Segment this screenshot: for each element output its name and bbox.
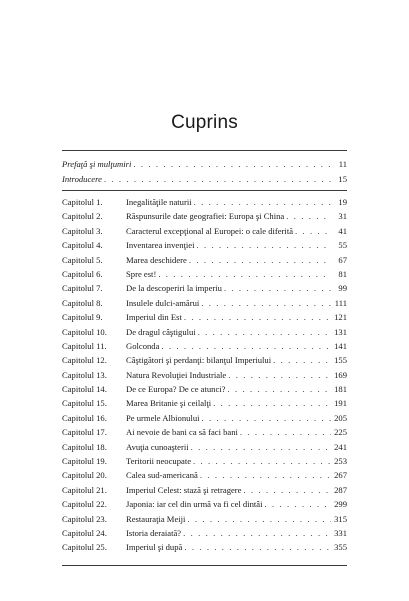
chapter-number: Capitolul 7. [62, 283, 103, 294]
chapter-number: Capitolul 14. [62, 384, 107, 395]
toc-entry-page: 121 [334, 312, 347, 323]
leader-dots [273, 353, 331, 367]
chapter-title: Marea Britanie şi ceilalţi [126, 398, 212, 409]
chapter-title: Japonia: iar cel din urmă va fi cel dintâi [126, 499, 263, 510]
chapter-number: Capitolul 13. [62, 369, 107, 380]
chapter-number: Capitolul 20. [62, 470, 107, 481]
toc-entry-label [62, 195, 192, 209]
toc-entry-chapter[interactable] [62, 339, 347, 353]
toc-entry-introduction[interactable] [62, 172, 347, 187]
toc-entry-page: 155 [334, 355, 347, 366]
middle-divider [62, 190, 347, 191]
chapter-title: Imperiul şi după [126, 542, 183, 553]
toc-entry-label [62, 468, 198, 482]
toc-entry-page: 31 [338, 211, 347, 222]
leader-dots [201, 296, 331, 310]
leader-dots [161, 339, 331, 353]
leader-dots [213, 396, 331, 410]
toc-entry-chapter[interactable] [62, 540, 347, 554]
toc-entry-page: 55 [338, 240, 347, 251]
toc-entry-page: 169 [334, 369, 347, 380]
chapter-title: Marea deschidere [126, 254, 187, 265]
toc-entry-page: 41 [338, 225, 347, 236]
chapter-number: Capitolul 3. [62, 225, 103, 236]
toc-entry-label [62, 411, 200, 425]
chapter-number: Capitolul 9. [62, 312, 103, 323]
leader-dots [240, 425, 331, 439]
toc-entry-chapter[interactable] [62, 267, 347, 281]
chapter-number: Capitolul 18. [62, 441, 107, 452]
leader-dots [200, 468, 331, 482]
leader-dots [158, 267, 331, 281]
toc-entry-page: 225 [334, 427, 347, 438]
toc-entry-chapter[interactable] [62, 468, 347, 482]
chapter-title: Inegalităţile naturii [126, 197, 192, 207]
toc-entry-chapter[interactable] [62, 425, 347, 439]
chapter-title: De ce Europa? De ce atunci? [126, 384, 226, 395]
leader-dots [194, 195, 331, 209]
toc-entry-chapter[interactable] [62, 253, 347, 267]
toc-entry-label [62, 267, 156, 281]
toc-entry-label [62, 512, 185, 526]
top-divider [62, 150, 347, 151]
toc-entry-chapter[interactable] [62, 368, 347, 382]
toc-entry-page: 141 [334, 340, 347, 351]
chapter-number: Capitolul 8. [62, 297, 103, 308]
toc-entry-chapter[interactable] [62, 353, 347, 367]
leader-dots [228, 368, 331, 382]
toc-entry-page: 131 [334, 326, 347, 337]
toc-entry-label [62, 238, 194, 252]
toc-entry-chapter[interactable] [62, 296, 347, 310]
front-matter-list [62, 157, 347, 186]
toc-entry-page: 15 [338, 173, 347, 184]
leader-dots [227, 382, 331, 396]
chapter-title: Natura Revoluţiei Industriale [126, 369, 227, 380]
toc-entry-page: 331 [334, 527, 347, 538]
toc-entry-label: Prefaţă şi mulţumiri [62, 159, 132, 169]
leader-dots [202, 411, 331, 425]
chapter-number: Capitolul 5. [62, 254, 103, 265]
chapter-number: Capitolul 2. [62, 211, 103, 222]
chapter-title: Avuţia cunoaşterii [126, 441, 189, 452]
leader-dots [244, 483, 332, 497]
chapter-title: Spre est! [126, 268, 157, 279]
chapter-number: Capitolul 4. [62, 240, 103, 251]
chapter-number: Capitolul 16. [62, 412, 107, 423]
toc-entry-page: 267 [334, 470, 347, 481]
chapter-number: Capitolul 11. [62, 340, 107, 351]
toc-entry-label [62, 325, 196, 339]
chapter-number: Capitolul 19. [62, 456, 107, 467]
toc-entry-label [62, 425, 238, 439]
toc-entry-page: 99 [338, 283, 347, 294]
bottom-divider [62, 565, 347, 566]
chapter-title: Inventarea invenţiei [126, 240, 195, 251]
toc-entry-preface[interactable] [62, 157, 347, 172]
chapter-title: De la descoperiri la imperiu [126, 283, 222, 294]
toc-entry-label [62, 296, 199, 310]
toc-entry-label [62, 209, 284, 223]
toc-entry-page: 355 [334, 542, 347, 553]
toc-entry-page: 241 [334, 441, 347, 452]
toc-entry-page: 191 [334, 398, 347, 409]
toc-entry-chapter[interactable] [62, 224, 347, 238]
toc-entry-label [62, 224, 293, 238]
toc-entry-label [62, 540, 182, 554]
leader-dots [193, 454, 331, 468]
toc-entry-chapter[interactable] [62, 325, 347, 339]
toc-entry-chapter[interactable] [62, 396, 347, 410]
toc-entry-chapter[interactable] [62, 512, 347, 526]
leader-dots [224, 281, 331, 295]
toc-entry-label [62, 526, 181, 540]
toc-entry-chapter[interactable] [62, 238, 347, 252]
leader-dots [184, 540, 331, 554]
toc-entry-label [62, 440, 189, 454]
leader-dots [184, 310, 331, 324]
chapter-title: Imperiul Celest: stază şi retragere [126, 484, 242, 495]
toc-entry-label [62, 253, 187, 267]
chapter-title: Ai nevoie de bani ca să faci bani [126, 427, 238, 438]
toc-entry-label [62, 310, 182, 324]
chapter-title: Imperiul din Est [126, 312, 182, 323]
leader-dots [133, 157, 331, 172]
toc-entry-label [62, 353, 271, 367]
toc-entry-page: 299 [334, 499, 347, 510]
chapter-number: Capitolul 17. [62, 427, 107, 438]
toc-entry-chapter[interactable] [62, 483, 347, 497]
toc-entry-page: 19 [338, 197, 347, 207]
chapter-title: Insulele dulci-amărui [126, 297, 200, 308]
page-title: Cuprins [171, 112, 238, 133]
leader-dots [295, 224, 331, 238]
chapter-title: De dragul câştigului [126, 326, 196, 337]
chapter-number: Capitolul 22. [62, 499, 107, 510]
toc-entry-page: 253 [334, 456, 347, 467]
chapter-number: Capitolul 6. [62, 268, 103, 279]
toc-entry-chapter[interactable] [62, 310, 347, 324]
chapter-number: Capitolul 23. [62, 513, 107, 524]
leader-dots [104, 172, 331, 187]
toc-entry-page: 181 [334, 384, 347, 395]
chapter-title: Calea sud-americană [126, 470, 198, 481]
chapter-number: Capitolul 21. [62, 484, 107, 495]
toc-entry-chapter[interactable] [62, 497, 347, 511]
chapter-number: Capitolul 15. [62, 398, 107, 409]
toc-entry-chapter[interactable] [62, 382, 347, 396]
leader-dots [183, 526, 331, 540]
toc-entry-label [62, 497, 263, 511]
toc-entry-page: 287 [334, 484, 347, 495]
chapter-title: Pe urmele Albionului [126, 412, 200, 423]
leader-dots [191, 440, 331, 454]
chapter-title: Câştigători şi perdanţi: bilanţul Imperiului [126, 355, 272, 366]
toc-entry-label [62, 281, 222, 295]
leader-dots [196, 238, 331, 252]
leader-dots [198, 325, 331, 339]
toc-entry-chapter[interactable] [62, 526, 347, 540]
toc-entry-chapter[interactable] [62, 454, 347, 468]
toc-entry-page: 81 [338, 268, 347, 279]
toc-entry-page: 205 [334, 412, 347, 423]
chapter-title: Restauraţia Meiji [126, 513, 186, 524]
chapter-number: Capitolul 25. [62, 542, 107, 553]
toc-entry-label [62, 396, 211, 410]
toc-entry-label [62, 382, 225, 396]
leader-dots [286, 209, 331, 223]
toc-entry-page: 67 [338, 254, 347, 265]
chapter-title: Teritorii neocupate [126, 456, 192, 467]
chapter-title: Golconda [126, 340, 160, 351]
toc-entry-page: 315 [334, 513, 347, 524]
toc-entry-label [62, 483, 242, 497]
toc-entry-label [62, 339, 159, 353]
chapter-title: Caracterul excepţional al Europei: o cale diferită [126, 225, 294, 236]
leader-dots [187, 512, 331, 526]
toc-entry-chapter[interactable] [62, 440, 347, 454]
toc-entry-label: Introducere [62, 173, 102, 184]
toc-entry-page: 11 [338, 159, 347, 169]
chapter-number: Capitolul 1. [62, 197, 103, 207]
toc-entry-chapter[interactable] [62, 209, 347, 223]
chapter-title: Istoria deraiată? [126, 527, 182, 538]
chapter-number: Capitolul 10. [62, 326, 107, 337]
chapter-number: Capitolul 24. [62, 527, 107, 538]
toc-entry-page: 111 [334, 297, 347, 308]
chapter-list [62, 195, 347, 555]
leader-dots [189, 253, 331, 267]
toc-entry-label [62, 454, 191, 468]
leader-dots [265, 497, 332, 511]
toc-entry-chapter[interactable] [62, 281, 347, 295]
toc-entry-chapter[interactable] [62, 411, 347, 425]
chapter-number: Capitolul 12. [62, 355, 107, 366]
chapter-title: Răspunsurile date geografiei: Europa şi China [126, 211, 285, 222]
toc-entry-chapter[interactable] [62, 195, 347, 209]
toc-entry-label [62, 368, 226, 382]
